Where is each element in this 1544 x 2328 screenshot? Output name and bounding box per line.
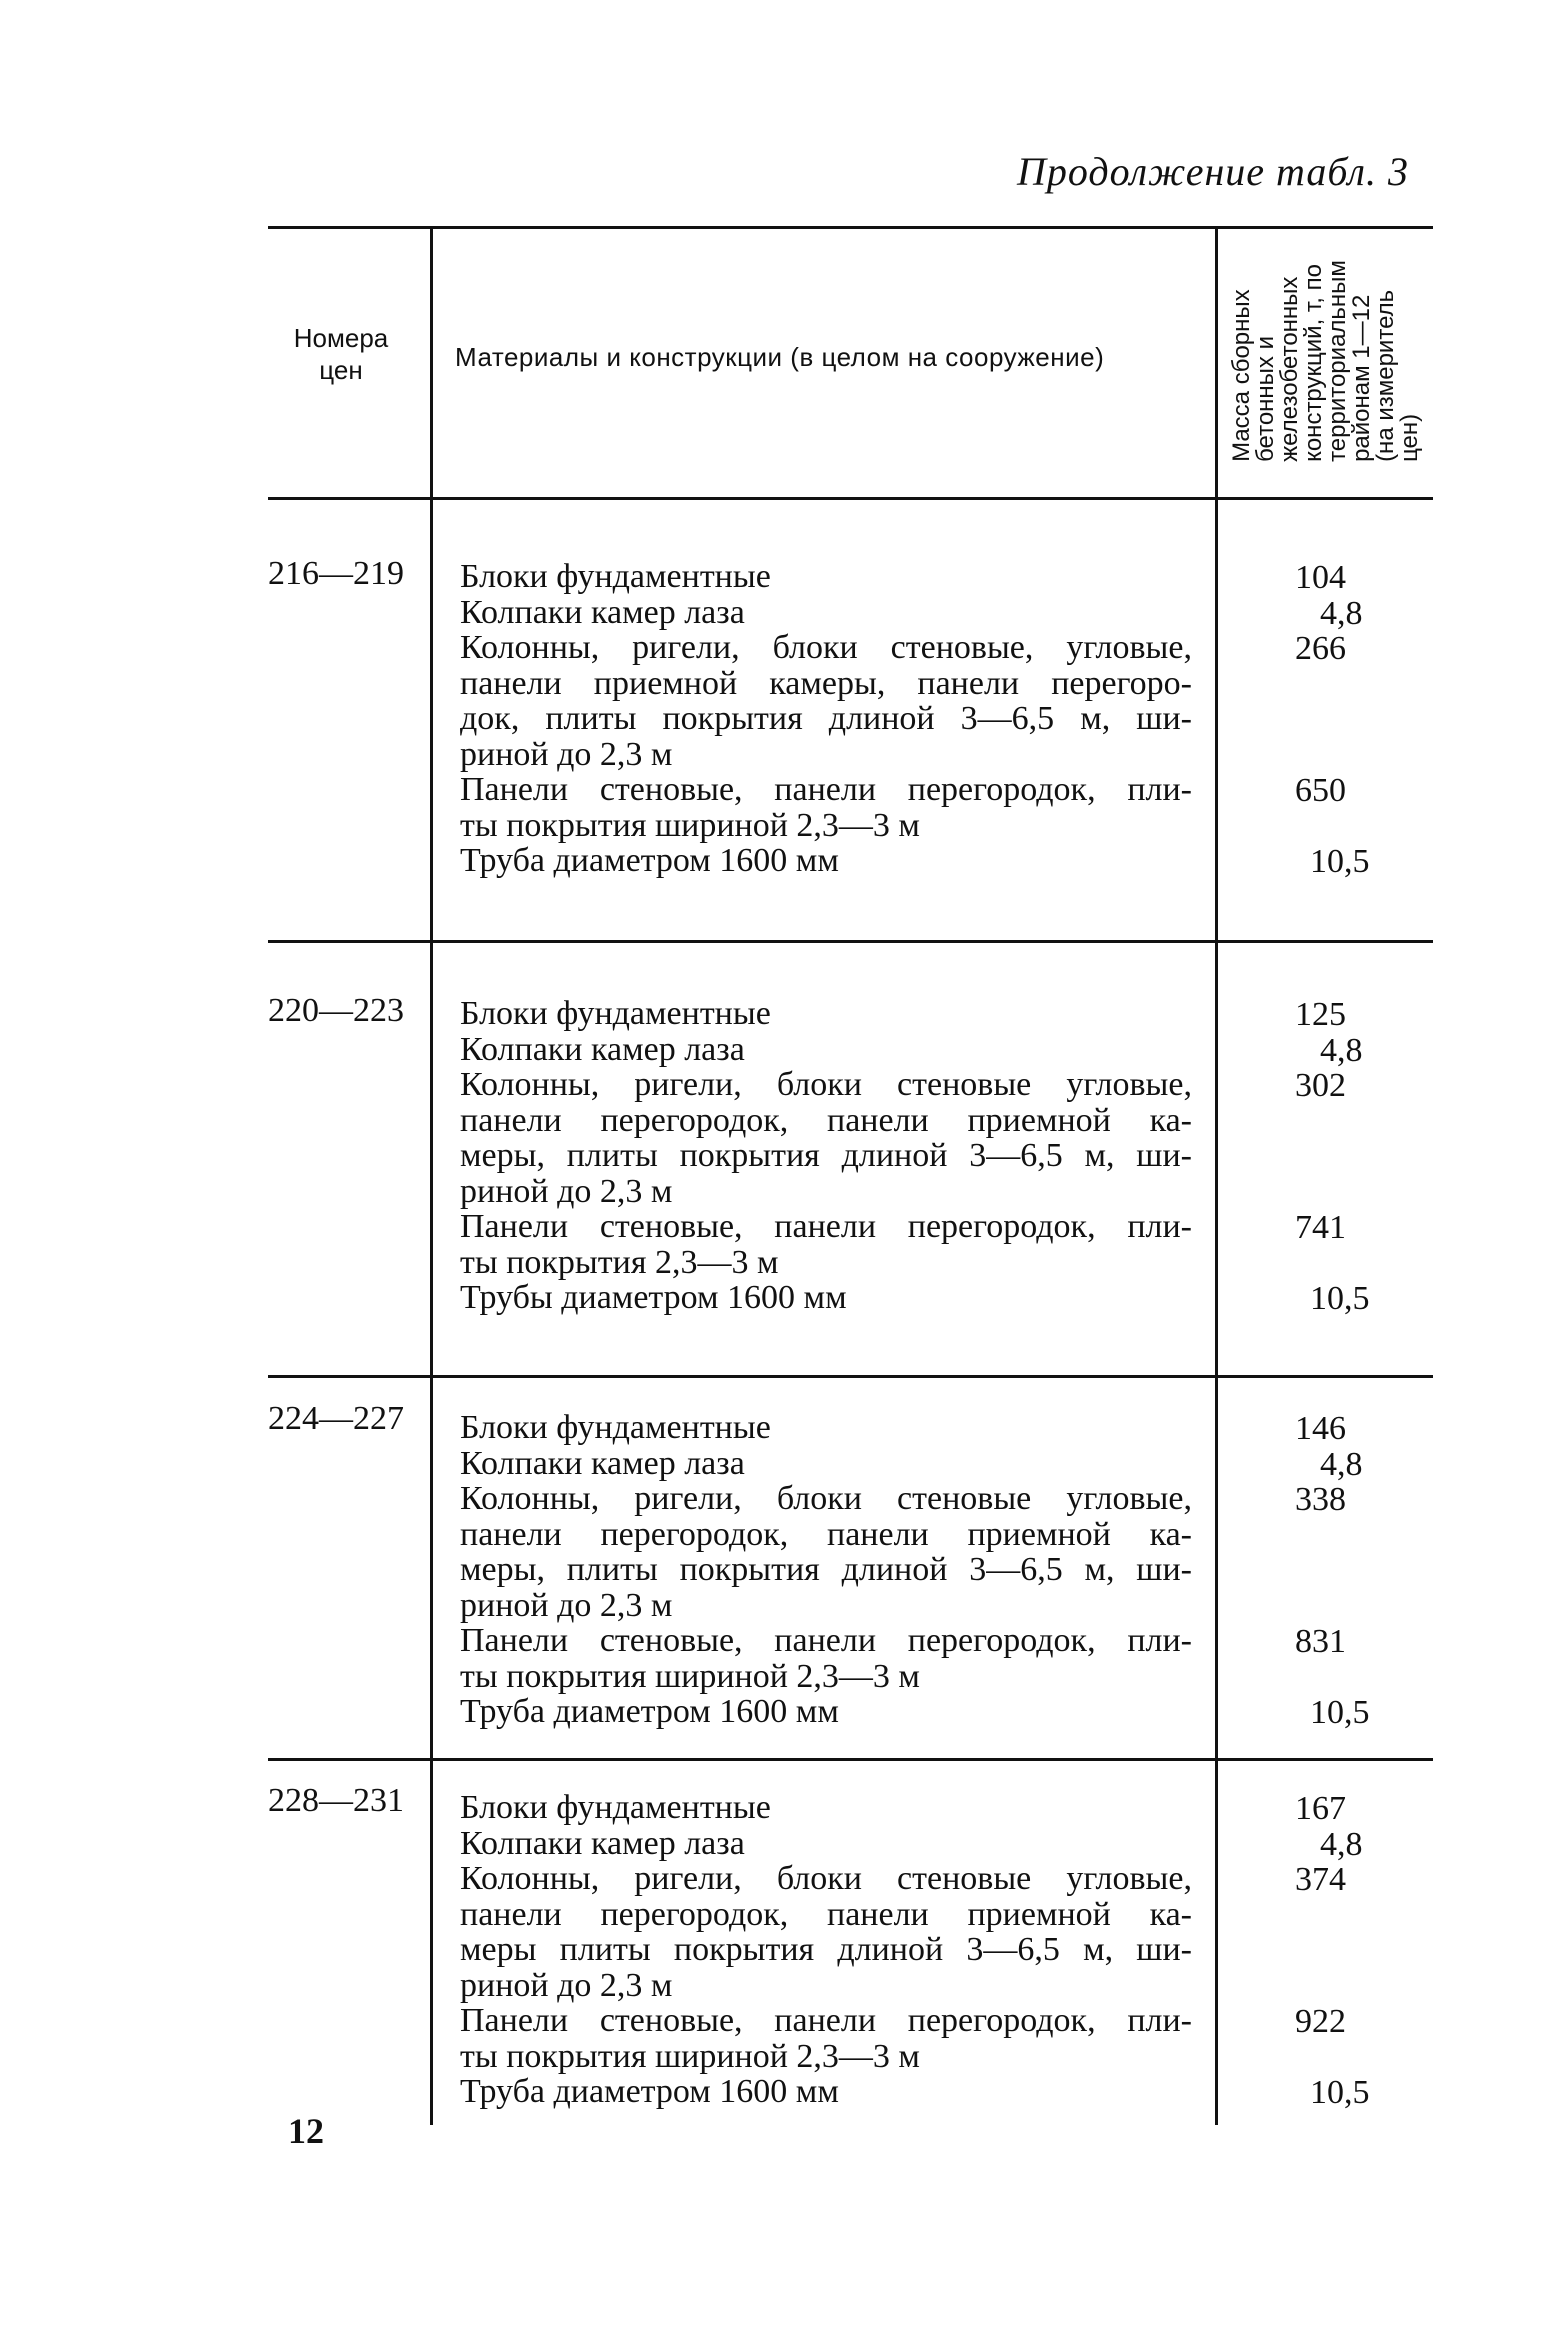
material-line: Колонны, ригели, блоки стеновые угловые, [460,1480,1192,1517]
material-line: Блоки фундаментные [460,558,771,595]
mass-value: 4,8 [1320,1032,1363,1069]
column-rule [1215,942,1218,1375]
mass-value: 650 [1295,772,1346,809]
material-line: Колпаки камер лаза [460,1824,745,1862]
material-line: риной до 2,3 м [460,1586,673,1624]
mass-value: 10,5 [1310,1694,1370,1731]
price-range: 228—231 [268,1782,404,1819]
column-rule [430,500,433,940]
column-rule [1215,500,1218,940]
group-separator-rule [268,1375,1433,1378]
material-line: панели перегородок, панели приемной ка- [460,1515,1192,1553]
materials-list [460,1790,1192,2110]
mass-value: 10,5 [1310,2074,1370,2111]
header-bottom-rule [268,497,1433,500]
material-line: док, плиты покрытия длиной 3—6,5 м, ши- [460,700,1192,737]
header-mass-cell [1228,230,1424,492]
material-line: риной до 2,3 м [460,735,673,773]
mass-value: 831 [1295,1623,1346,1660]
header-mass: Масса сборных бетонных и железобетонных конструкций, т, по территориальным районам 1—12 (на измеритель цен) [1228,260,1424,462]
header-materials: Материалы и конструкции (в целом на сооружение) [455,342,1105,372]
materials-list [460,559,1192,879]
material-line: Колонны, ригели, блоки стеновые, угловые, [460,629,1192,666]
column-rule [430,1760,433,2125]
material-line: панели перегородок, панели приемной ка- [460,1895,1192,1933]
materials-list [460,996,1192,1316]
column-rule [430,942,433,1375]
material-line: Колпаки камер лаза [460,593,745,631]
material-line: Труба диаметром 1600 мм [460,2073,839,2110]
column-rule [1215,1377,1218,1758]
material-line: Колпаки камер лаза [460,1444,745,1482]
price-range: 220—223 [268,992,404,1029]
material-line: меры плиты покрытия длиной 3—6,5 м, ши- [460,1931,1192,1968]
material-line: ты покрытия шириной 2,3—3 м [460,1657,920,1695]
material-line: панели приемной камеры, панели перегоро- [460,664,1192,702]
mass-value: 4,8 [1320,595,1363,632]
price-range: 216—219 [268,555,404,592]
table-top-rule [268,226,1433,229]
material-line: панели перегородок, панели приемной ка- [460,1101,1192,1139]
mass-value: 10,5 [1310,1280,1370,1317]
mass-value: 10,5 [1310,843,1370,880]
material-line: Труба диаметром 1600 мм [460,842,839,879]
materials-list [460,1410,1192,1730]
column-rule [1215,1760,1218,2125]
material-line: меры, плиты покрытия длиной 3—6,5 м, ши- [460,1551,1192,1588]
material-line: Панели стеновые, панели перегородок, пли- [460,1622,1192,1659]
material-line: Колонны, ригели, блоки стеновые угловые, [460,1860,1192,1897]
material-line: Панели стеновые, панели перегородок, пли- [460,771,1192,808]
mass-value: 338 [1295,1481,1346,1518]
mass-value: 302 [1295,1067,1346,1104]
material-line: Панели стеновые, панели перегородок, пли- [460,2002,1192,2039]
material-line: Трубы диаметром 1600 мм [460,1279,847,1316]
column-rule [430,1377,433,1758]
material-line: риной до 2,3 м [460,1966,673,2004]
material-line: Панели стеновые, панели перегородок, пли- [460,1208,1192,1245]
group-separator-rule [268,940,1433,943]
mass-value: 374 [1295,1861,1346,1898]
mass-value: 266 [1295,630,1346,667]
mass-value: 125 [1295,996,1346,1033]
material-line: ты покрытия шириной 2,3—3 м [460,2037,920,2075]
material-line: риной до 2,3 м [460,1172,673,1210]
mass-value: 922 [1295,2003,1346,2040]
material-line: Труба диаметром 1600 мм [460,1693,839,1730]
material-line: ты покрытия шириной 2,3—3 м [460,806,920,844]
group-separator-rule [268,1758,1433,1761]
column-rule [1215,228,1218,498]
mass-value: 4,8 [1320,1446,1363,1483]
page-number: 12 [288,2111,324,2151]
mass-value: 167 [1295,1790,1346,1827]
mass-value: 4,8 [1320,1826,1363,1863]
mass-value: 146 [1295,1410,1346,1447]
table-continuation-caption: Продолжение табл. 3 [1016,149,1409,194]
material-line: Колпаки камер лаза [460,1030,745,1068]
mass-value: 741 [1295,1209,1346,1246]
price-range: 224—227 [268,1400,404,1437]
column-rule [430,228,433,498]
material-line: Колонны, ригели, блоки стеновые угловые, [460,1066,1192,1103]
material-line: Блоки фундаментные [460,1789,771,1826]
material-line: ты покрытия 2,3—3 м [460,1243,779,1281]
header-price-numbers: Номера цен [293,323,389,385]
material-line: Блоки фундаментные [460,995,771,1032]
material-line: Блоки фундаментные [460,1409,771,1446]
material-line: меры, плиты покрытия длиной 3—6,5 м, ши- [460,1137,1192,1174]
mass-value: 104 [1295,559,1346,596]
